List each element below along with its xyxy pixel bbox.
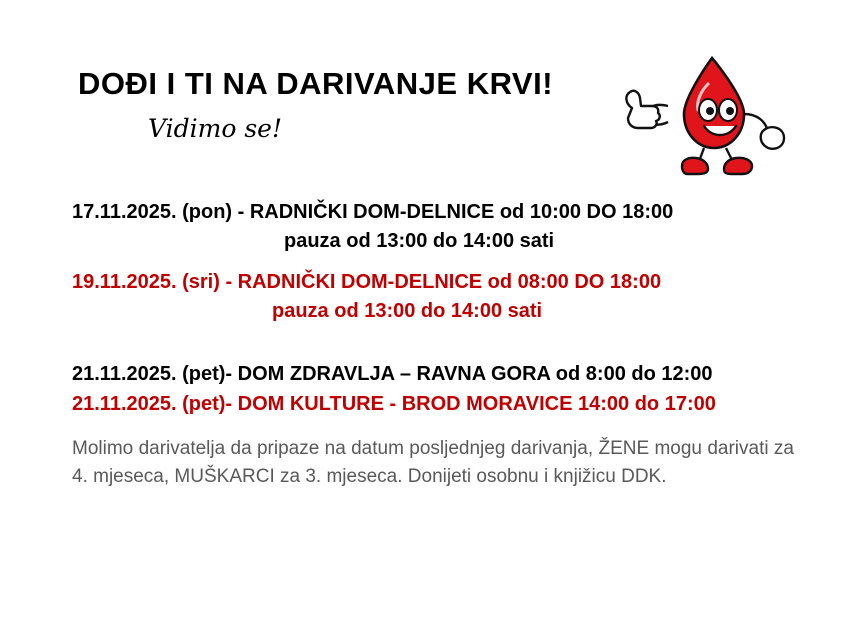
donation-note: Molimo darivatelja da pripaze na datum posljednjeg darivanja, ŽENE mogu darivati za 4. mjeseca, MUŠKARCI za 3. mjeseca. Donijeti osobnu i knjižicu DDK. — [72, 438, 794, 487]
page-subtitle: Vidimo se! — [148, 114, 282, 143]
event-2-main: 21.11.2025. (pet)- DOM ZDRAVLJA – RAVNA GORA od 8:00 do 12:00 — [72, 363, 713, 385]
page-title: DOĐI I TI NA DARIVANJE KRVI! — [78, 66, 554, 101]
event-3-main: 21.11.2025. (pet)- DOM KULTURE - BROD MORAVICE 14:00 do 17:00 — [72, 393, 716, 415]
blood-drop-mascot-icon — [612, 52, 812, 192]
event-1-sub: pauza od 13:00 do 14:00 sati — [272, 300, 543, 322]
event-0-sub: pauza od 13:00 do 14:00 sati — [284, 230, 555, 252]
event-1-main: 19.11.2025. (sri) - RADNIČKI DOM-DELNICE od 08:00 DO 18:00 — [72, 271, 662, 293]
event-0-main: 17.11.2025. (pon) - RADNIČKI DOM-DELNICE od 10:00 DO 18:00 — [72, 201, 674, 223]
poster-header — [0, 52, 863, 192]
